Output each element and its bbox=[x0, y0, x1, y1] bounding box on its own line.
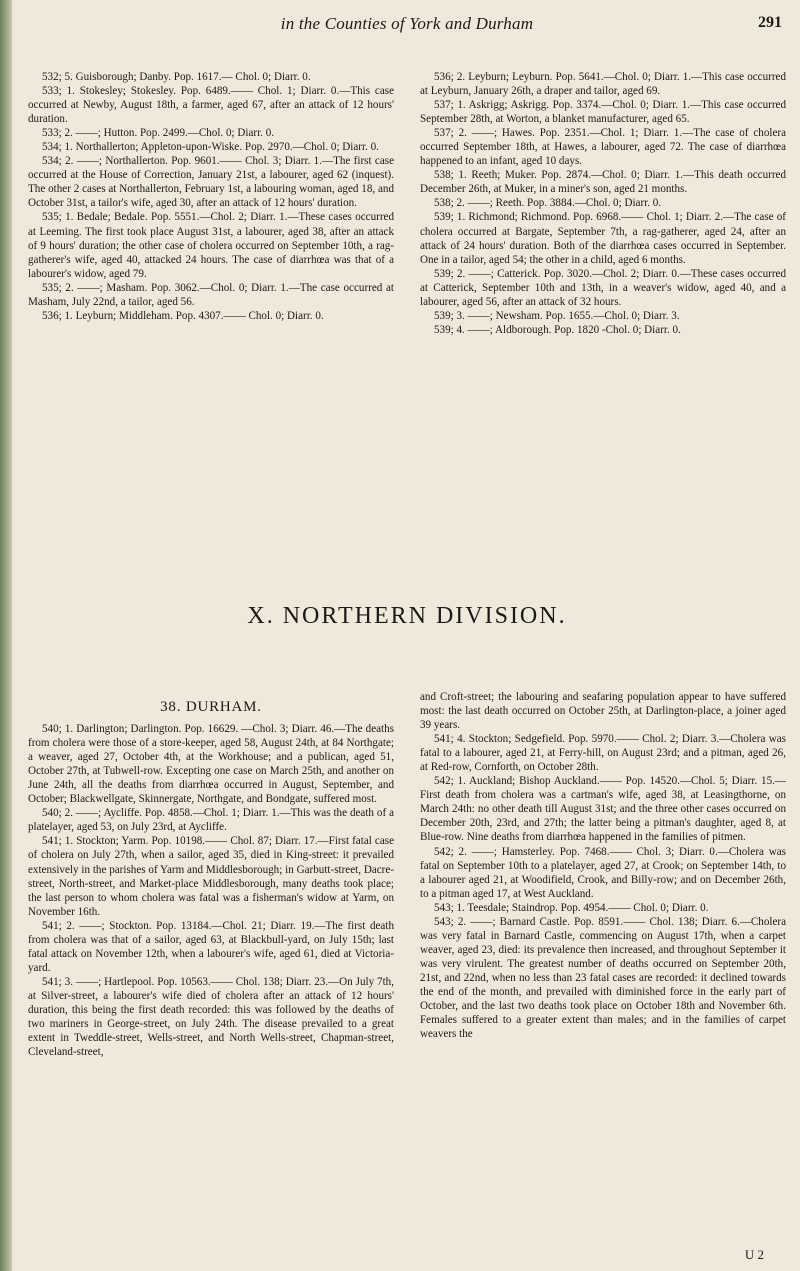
entry: 537; 2. ——; Hawes. Pop. 2351.—Chol. 1; Diarr. 1.—The case of cholera occurred September 18th, at Hawes, a labourer, aged 72. The case of diarrhœa happened to an infant, aged 10 days. bbox=[420, 127, 786, 168]
entry: 542; 2. ——; Hamsterley. Pop. 7468.—— Chol. 3; Diarr. 0.—Cholera was fatal on September 10th to a platelayer, aged 27, at Crook; on September 14th, to a labourer aged 21, at Woodifield, Crook, and Billy-row; and on December 26th, to a pitman aged 17, at West Auckland. bbox=[420, 845, 786, 900]
entry: 542; 1. Auckland; Bishop Auckland.—— Pop. 14520.—Chol. 5; Diarr. 15.—First death from cholera was a cartman's wife, aged 38, at Leasingthorne, on March 24th: no other death till August 31st; and the three other cases occurred on December 20th, 23rd, and 27th; the latter being a pitman's daughter, aged 8, at Blue-row. Nine deaths from diarrhœa happened in the families of pitmen. bbox=[420, 775, 786, 844]
entry: 541; 1. Stockton; Yarm. Pop. 10198.—— Chol. 87; Diarr. 17.—First fatal case of cholera on July 27th, when a sailor, aged 35, died in King-street: it prevailed extensively in the parishes of Yarm and Middlesborough; in Garbutt-street, Dacre-street, North-street, and Market-place Middlesborough, many deaths took place; the last person to whom cholera was fatal was a fisherman's widow at Yarm, on November 16th. bbox=[28, 835, 394, 918]
bottom-left-column bbox=[28, 690, 394, 1270]
entry: 543; 1. Teesdale; Staindrop. Pop. 4954.—— Chol. 0; Diarr. 0. bbox=[434, 901, 709, 914]
top-right-column bbox=[420, 70, 786, 590]
entry: 533; 2. ——; Hutton. Pop. 2499.—Chol. 0; Diarr. 0. bbox=[42, 127, 275, 140]
top-columns bbox=[28, 70, 786, 590]
entry: 534; 2. ——; Northallerton. Pop. 9601.—— Chol. 3; Diarr. 1.—The first case occurred at the House of Correction, January 21st, a labourer, aged 62 (inquest). The other 2 cases at Northallerton, February 1st, a labouring woman, aged 18, and October 31st, a tailor's wife, aged 30, after an attack of 12 hours' duration. bbox=[28, 155, 394, 210]
entry: 536; 1. Leyburn; Middleham. Pop. 4307.—— Chol. 0; Diarr. 0. bbox=[42, 309, 324, 322]
entry: 535; 2. ——; Masham. Pop. 3062.—Chol. 0; Diarr. 1.—The case occurred at Masham, July 22nd, a tailor, aged 56. bbox=[28, 281, 394, 308]
page-binding-edge bbox=[0, 0, 12, 1271]
entry: 535; 1. Bedale; Bedale. Pop. 5551.—Chol. 2; Diarr. 1.—These cases occurred at Leeming. The first took place August 31st, a labourer, aged 38, after an attack of 9 hours' duration; the other case of cholera occurred on September 10th, a rag-gatherer's wife, aged 40, attacked 24 hours. The case of diarrhœa was that of a labourer's widow, aged 79. bbox=[28, 211, 394, 280]
bottom-right-column bbox=[420, 690, 786, 1270]
top-left-column bbox=[28, 70, 394, 590]
entry: 539; 4. ——; Aldborough. Pop. 1820 -Chol. 0; Diarr. 0. bbox=[434, 323, 681, 336]
page-number: 291 bbox=[758, 14, 782, 31]
signature-mark: U 2 bbox=[744, 1247, 764, 1262]
running-head bbox=[22, 14, 792, 40]
book-page bbox=[22, 0, 792, 1271]
entry: 536; 2. Leyburn; Leyburn. Pop. 5641.—Chol. 0; Diarr. 1.—This case occurred at Leyburn, January 26th, a draper and tailor, aged 69. bbox=[420, 71, 786, 98]
entry: 541; 3. ——; Hartlepool. Pop. 10563.—— Chol. 138; Diarr. 23.—On July 7th, at Silver-street, a labourer's wife died of cholera after an attack of 12 hours' duration, this being the first death recorded: this was followed by the deaths of two mariners in George-street, on July 24th. The disease prevailed to a great extent in Tweddle-street, Wells-street, and North Wells-street, Chapman-street, Cleveland-street, bbox=[28, 975, 394, 1059]
entry: 541; 2. ——; Stockton. Pop. 13184.—Chol. 21; Diarr. 19.—The first death from cholera was that of a sailor, aged 63, at Blackbull-yard, on July 15th; last fatal attack on November 12th, when a labourer's wife, aged 61, died at Victoria-yard. bbox=[28, 919, 394, 974]
bottom-columns bbox=[28, 690, 786, 1270]
entry: 537; 1. Askrigg; Askrigg. Pop. 3374.—Chol. 0; Diarr. 1.—This case occurred September 28th, at Worton, a blanket manufacturer, aged 65. bbox=[420, 99, 786, 126]
entry: 540; 2. ——; Aycliffe. Pop. 4858.—Chol. 1; Diarr. 1.—This was the death of a platelayer, aged 53, on July 23rd, at Aycliffe. bbox=[28, 807, 394, 834]
entry-continuation: and Croft-street; the labouring and seafaring population appear to have suffered most: the last death occurred on October 25th, at Darlington-place, a joiner aged 39 years. bbox=[420, 691, 786, 732]
entry: 532; 5. Guisborough; Danby. Pop. 1617.— Chol. 0; Diarr. 0. bbox=[42, 71, 311, 83]
entry: 541; 4. Stockton; Sedgefield. Pop. 5970.—— Chol. 2; Diarr. 3.—Cholera was fatal to a labourer, aged 21, at Ferry-hill, on August 23rd; and a pitman, aged 26, at Red-row, Cornforth, on October 28th. bbox=[420, 733, 786, 774]
county-heading: 38. DURHAM. bbox=[160, 699, 262, 715]
entry: 539; 1. Richmond; Richmond. Pop. 6968.—— Chol. 1; Diarr. 2.—The case of cholera occurred at Bargate, September 7th, a rag-gatherer, aged 24, after an attack of 24 hours' duration. Both of the diarrhœa cases occurred in September. One in a tailor, aged 54; the other in a child, aged 6 months. bbox=[420, 211, 786, 266]
entry: 534; 1. Northallerton; Appleton-upon-Wiske. Pop. 2970.—Chol. 0; Diarr. 0. bbox=[42, 141, 379, 154]
entry: 539; 3. ——; Newsham. Pop. 1655.—Chol. 0; Diarr. 3. bbox=[434, 309, 680, 322]
entry: 540; 1. Darlington; Darlington. Pop. 16629. —Chol. 3; Diarr. 46.—The deaths from cholera were those of a store-keeper, aged 58, August 24th, at 84 Northgate; a weaver, aged 27, October 4th, at the Workhouse; and a publican, aged 51, October 27th, at Tubwell-row. Excepting one case on March 25th, and another on June 24th, all the deaths from diarrhœa occurred in August, September, and October; Blackwellgate, Skinnergate, Northgate, and Bondgate, suffered most. bbox=[28, 723, 394, 806]
entry: 538; 1. Reeth; Muker. Pop. 2874.—Chol. 0; Diarr. 1.—This death occurred December 26th, at Muker, in a miner's son, aged 21 months. bbox=[420, 169, 786, 196]
division-title: X. NORTHERN DIVISION. bbox=[247, 603, 567, 629]
entry: 533; 1. Stokesley; Stokesley. Pop. 6489.—— Chol. 1; Diarr. 0.—This case occurred at Newby, August 18th, a farmer, aged 67, after an attack of 12 hours' duration. bbox=[28, 85, 394, 126]
entry: 539; 2. ——; Catterick. Pop. 3020.—Chol. 2; Diarr. 0.—These cases occurred at Catterick, September 10th and 13th, in a weaver's widow, aged 40, and a labourer, aged 56, after an attack of 32 hours. bbox=[420, 267, 786, 308]
running-title: in the Counties of York and Durham bbox=[280, 14, 534, 33]
entry: 543; 2. ——; Barnard Castle. Pop. 8591.—— Chol. 138; Diarr. 6.—Cholera was very fatal in Barnard Castle, commencing on August 17th, when a carpet weaver, aged 23, died: its prevalence then increased, and throughout September it was very virulent. The greatest number of deaths occurred on September 20th, 21st, and 22nd, when no less than 23 fatal cases are recorded: it declined towards the end of the month, and prevailed with diminished force in the early part of October, and the last two deaths took place on October 18th and November 6th. Females suffered to a greater extent than males; and in the families of carpet weavers the bbox=[420, 915, 786, 1041]
entry: 538; 2. ——; Reeth. Pop. 3884.—Chol. 0; Diarr. 0. bbox=[434, 197, 662, 210]
